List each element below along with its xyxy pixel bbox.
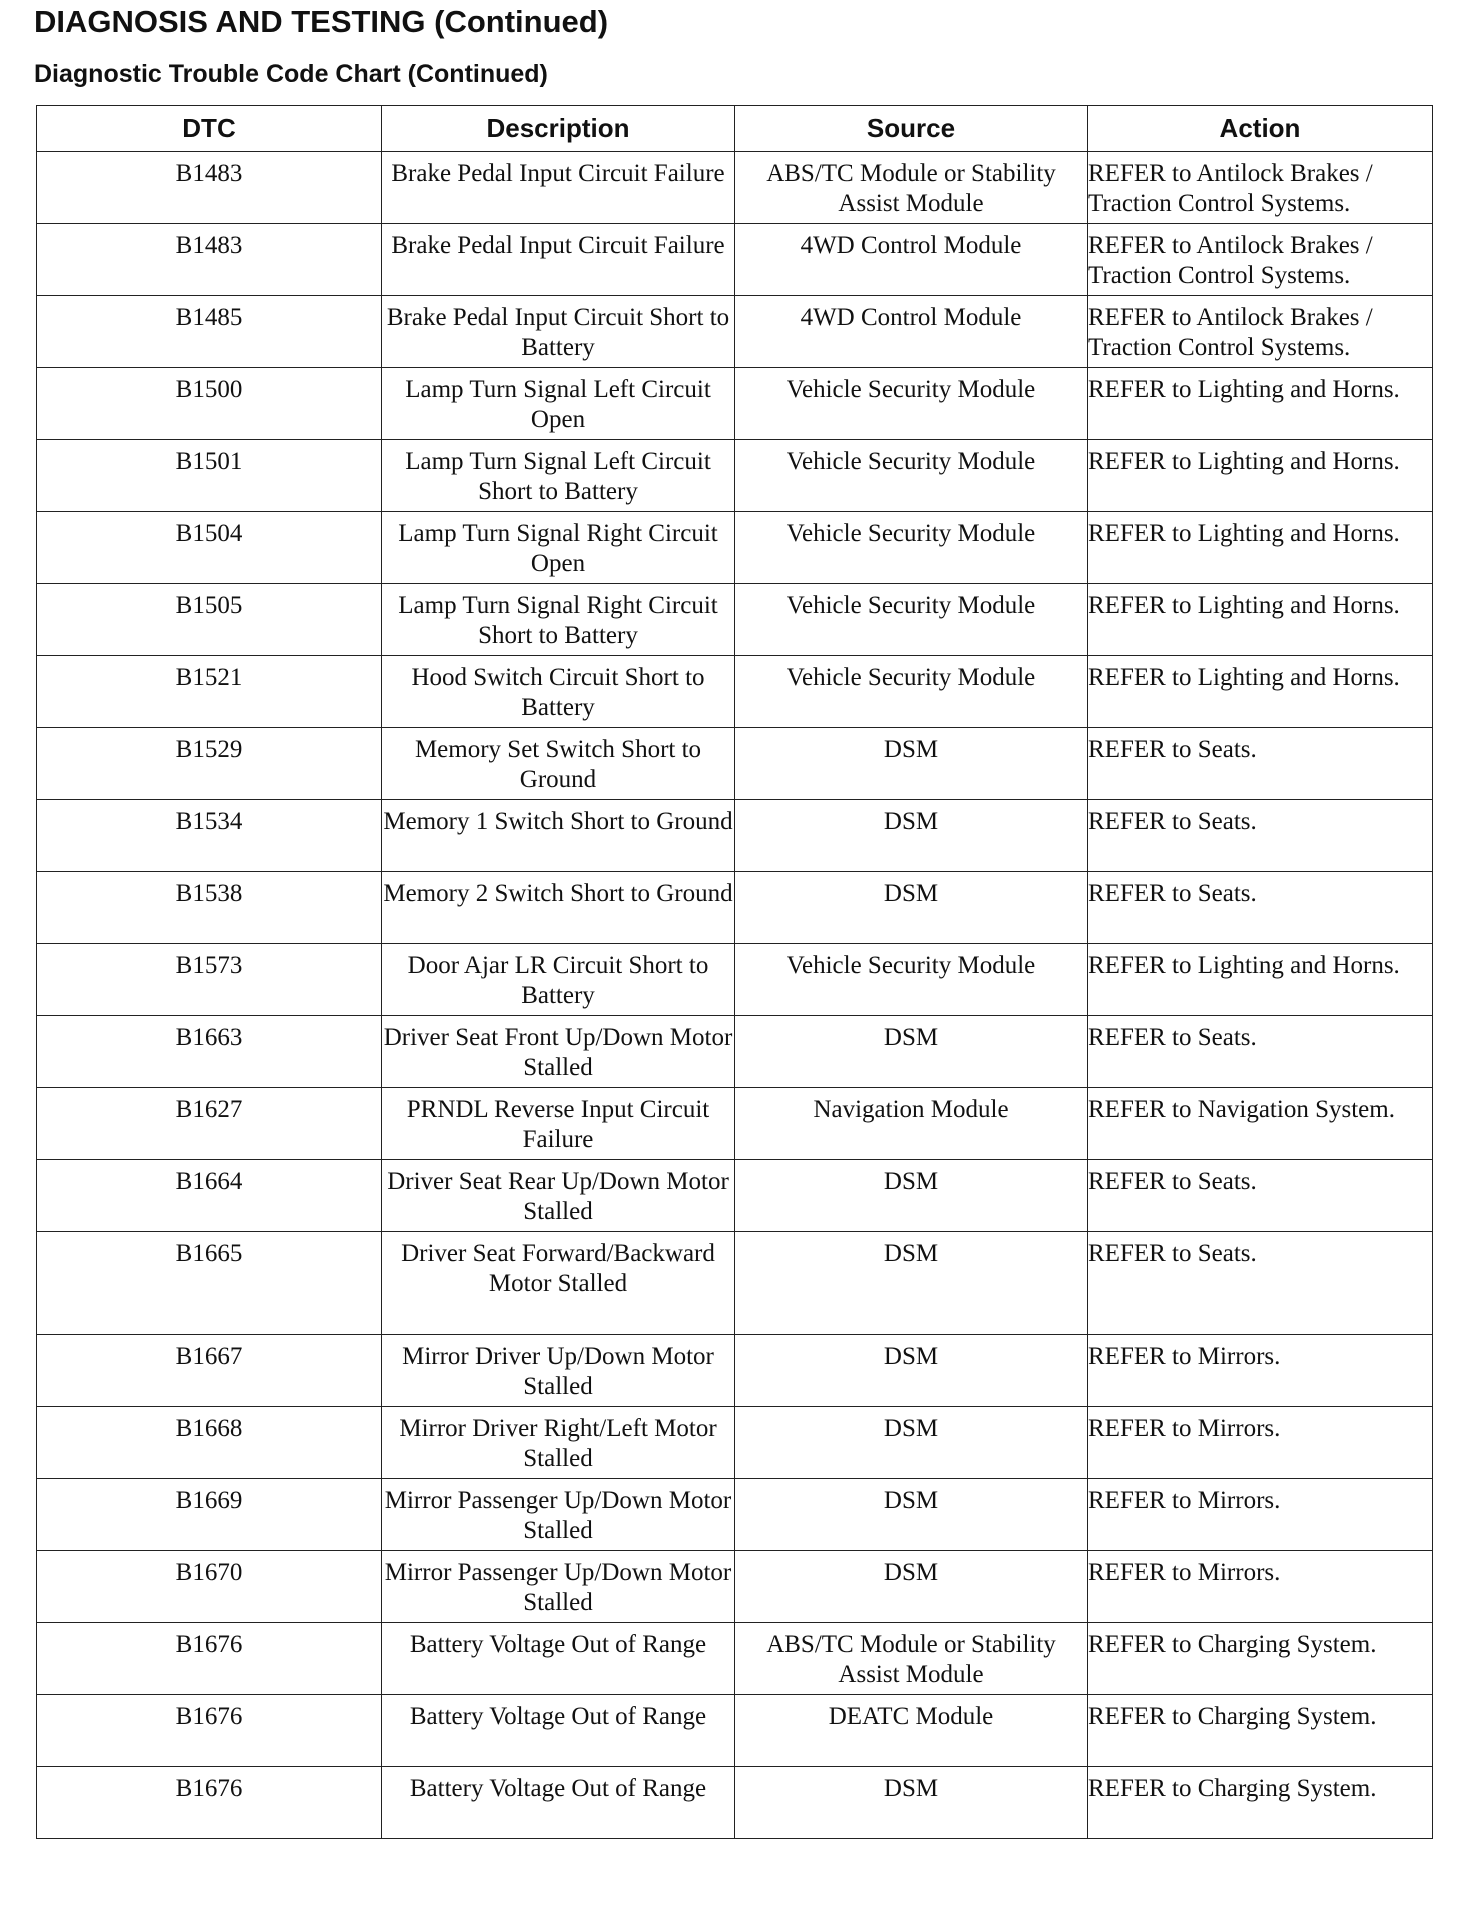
- cell-source: DSM: [735, 1016, 1088, 1088]
- cell-dtc: B1483: [37, 152, 382, 224]
- cell-action: REFER to Antilock Brakes / Traction Control Systems.: [1088, 152, 1433, 224]
- table-row: [37, 728, 1433, 800]
- cell-description: Battery Voltage Out of Range: [382, 1767, 735, 1839]
- cell-action: REFER to Charging System.: [1088, 1695, 1433, 1767]
- table-row: [37, 1623, 1433, 1695]
- cell-source: Vehicle Security Module: [735, 368, 1088, 440]
- cell-action: REFER to Lighting and Horns.: [1088, 368, 1433, 440]
- cell-source: ABS/TC Module or Stability Assist Module: [735, 1623, 1088, 1695]
- table-row: [37, 656, 1433, 728]
- cell-dtc: B1538: [37, 872, 382, 944]
- cell-dtc: B1501: [37, 440, 382, 512]
- cell-description: Driver Seat Rear Up/Down Motor Stalled: [382, 1160, 735, 1232]
- page-title: DIAGNOSIS AND TESTING (Continued): [34, 4, 609, 39]
- cell-action: REFER to Lighting and Horns.: [1088, 944, 1433, 1016]
- cell-action: REFER to Navigation System.: [1088, 1088, 1433, 1160]
- cell-action: REFER to Charging System.: [1088, 1767, 1433, 1839]
- cell-description: Lamp Turn Signal Left Circuit Open: [382, 368, 735, 440]
- cell-source: DSM: [735, 728, 1088, 800]
- table-row: [37, 440, 1433, 512]
- cell-dtc: B1483: [37, 224, 382, 296]
- cell-dtc: B1485: [37, 296, 382, 368]
- cell-description: Driver Seat Forward/Backward Motor Stalled: [382, 1232, 735, 1335]
- header-row: [37, 106, 1433, 152]
- table-header: [37, 106, 1433, 152]
- cell-description: Lamp Turn Signal Right Circuit Short to Battery: [382, 584, 735, 656]
- table-row: [37, 512, 1433, 584]
- cell-description: Memory 1 Switch Short to Ground: [382, 800, 735, 872]
- cell-source: ABS/TC Module or Stability Assist Module: [735, 152, 1088, 224]
- cell-dtc: B1667: [37, 1335, 382, 1407]
- cell-dtc: B1534: [37, 800, 382, 872]
- cell-source: DSM: [735, 1407, 1088, 1479]
- table-row: [37, 1335, 1433, 1407]
- cell-description: Hood Switch Circuit Short to Battery: [382, 656, 735, 728]
- cell-action: REFER to Antilock Brakes / Traction Control Systems.: [1088, 296, 1433, 368]
- cell-source: DSM: [735, 872, 1088, 944]
- cell-source: DSM: [735, 1551, 1088, 1623]
- cell-description: Brake Pedal Input Circuit Failure: [382, 152, 735, 224]
- table-row: [37, 584, 1433, 656]
- table-row: [37, 1232, 1433, 1335]
- column-header-action: Action: [1088, 106, 1433, 152]
- table-body: [37, 152, 1433, 1839]
- table-row: [37, 1016, 1433, 1088]
- cell-action: REFER to Seats.: [1088, 1016, 1433, 1088]
- cell-description: Battery Voltage Out of Range: [382, 1695, 735, 1767]
- cell-source: DSM: [735, 1160, 1088, 1232]
- cell-description: Memory Set Switch Short to Ground: [382, 728, 735, 800]
- cell-source: DSM: [735, 1479, 1088, 1551]
- cell-action: REFER to Seats.: [1088, 1232, 1433, 1335]
- table-row: [37, 152, 1433, 224]
- cell-source: Vehicle Security Module: [735, 656, 1088, 728]
- table-row: [37, 944, 1433, 1016]
- cell-dtc: B1663: [37, 1016, 382, 1088]
- cell-description: Mirror Driver Up/Down Motor Stalled: [382, 1335, 735, 1407]
- table-row: [37, 368, 1433, 440]
- cell-action: REFER to Mirrors.: [1088, 1551, 1433, 1623]
- cell-action: REFER to Lighting and Horns.: [1088, 512, 1433, 584]
- table-row: [37, 1088, 1433, 1160]
- cell-description: PRNDL Reverse Input Circuit Failure: [382, 1088, 735, 1160]
- table-row: [37, 1695, 1433, 1767]
- cell-action: REFER to Seats.: [1088, 800, 1433, 872]
- table-row: [37, 296, 1433, 368]
- cell-action: REFER to Seats.: [1088, 1160, 1433, 1232]
- table-row: [37, 1160, 1433, 1232]
- cell-source: Navigation Module: [735, 1088, 1088, 1160]
- cell-description: Brake Pedal Input Circuit Short to Battery: [382, 296, 735, 368]
- cell-action: REFER to Mirrors.: [1088, 1479, 1433, 1551]
- cell-source: Vehicle Security Module: [735, 512, 1088, 584]
- cell-dtc: B1676: [37, 1623, 382, 1695]
- cell-dtc: B1668: [37, 1407, 382, 1479]
- cell-dtc: B1665: [37, 1232, 382, 1335]
- column-header-dtc: DTC: [37, 106, 382, 152]
- cell-source: DSM: [735, 1232, 1088, 1335]
- cell-action: REFER to Mirrors.: [1088, 1407, 1433, 1479]
- table-row: [37, 872, 1433, 944]
- cell-action: REFER to Charging System.: [1088, 1623, 1433, 1695]
- column-header-source: Source: [735, 106, 1088, 152]
- cell-action: REFER to Seats.: [1088, 872, 1433, 944]
- cell-dtc: B1504: [37, 512, 382, 584]
- cell-source: DEATC Module: [735, 1695, 1088, 1767]
- cell-description: Mirror Passenger Up/Down Motor Stalled: [382, 1551, 735, 1623]
- cell-dtc: B1500: [37, 368, 382, 440]
- cell-action: REFER to Lighting and Horns.: [1088, 584, 1433, 656]
- table-row: [37, 1479, 1433, 1551]
- cell-action: REFER to Mirrors.: [1088, 1335, 1433, 1407]
- cell-description: Brake Pedal Input Circuit Failure: [382, 224, 735, 296]
- column-header-description: Description: [382, 106, 735, 152]
- cell-dtc: B1670: [37, 1551, 382, 1623]
- cell-description: Memory 2 Switch Short to Ground: [382, 872, 735, 944]
- cell-action: REFER to Antilock Brakes / Traction Control Systems.: [1088, 224, 1433, 296]
- cell-description: Lamp Turn Signal Left Circuit Short to Battery: [382, 440, 735, 512]
- cell-source: Vehicle Security Module: [735, 440, 1088, 512]
- cell-description: Mirror Passenger Up/Down Motor Stalled: [382, 1479, 735, 1551]
- cell-dtc: B1505: [37, 584, 382, 656]
- cell-description: Lamp Turn Signal Right Circuit Open: [382, 512, 735, 584]
- cell-source: DSM: [735, 800, 1088, 872]
- cell-dtc: B1676: [37, 1767, 382, 1839]
- table-row: [37, 1407, 1433, 1479]
- cell-description: Battery Voltage Out of Range: [382, 1623, 735, 1695]
- cell-source: DSM: [735, 1767, 1088, 1839]
- cell-dtc: B1664: [37, 1160, 382, 1232]
- cell-source: 4WD Control Module: [735, 224, 1088, 296]
- cell-description: Driver Seat Front Up/Down Motor Stalled: [382, 1016, 735, 1088]
- table-row: [37, 800, 1433, 872]
- cell-action: REFER to Lighting and Horns.: [1088, 656, 1433, 728]
- cell-action: REFER to Lighting and Horns.: [1088, 440, 1433, 512]
- cell-source: Vehicle Security Module: [735, 944, 1088, 1016]
- cell-dtc: B1627: [37, 1088, 382, 1160]
- cell-source: 4WD Control Module: [735, 296, 1088, 368]
- cell-source: Vehicle Security Module: [735, 584, 1088, 656]
- table-row: [37, 224, 1433, 296]
- cell-source: DSM: [735, 1335, 1088, 1407]
- cell-action: REFER to Seats.: [1088, 728, 1433, 800]
- cell-dtc: B1669: [37, 1479, 382, 1551]
- page-subtitle: Diagnostic Trouble Code Chart (Continued): [34, 60, 548, 88]
- cell-dtc: B1529: [37, 728, 382, 800]
- cell-dtc: B1676: [37, 1695, 382, 1767]
- cell-description: Mirror Driver Right/Left Motor Stalled: [382, 1407, 735, 1479]
- table-row: [37, 1767, 1433, 1839]
- cell-dtc: B1573: [37, 944, 382, 1016]
- cell-dtc: B1521: [37, 656, 382, 728]
- cell-description: Door Ajar LR Circuit Short to Battery: [382, 944, 735, 1016]
- table-row: [37, 1551, 1433, 1623]
- dtc-chart-table: [36, 105, 1433, 1839]
